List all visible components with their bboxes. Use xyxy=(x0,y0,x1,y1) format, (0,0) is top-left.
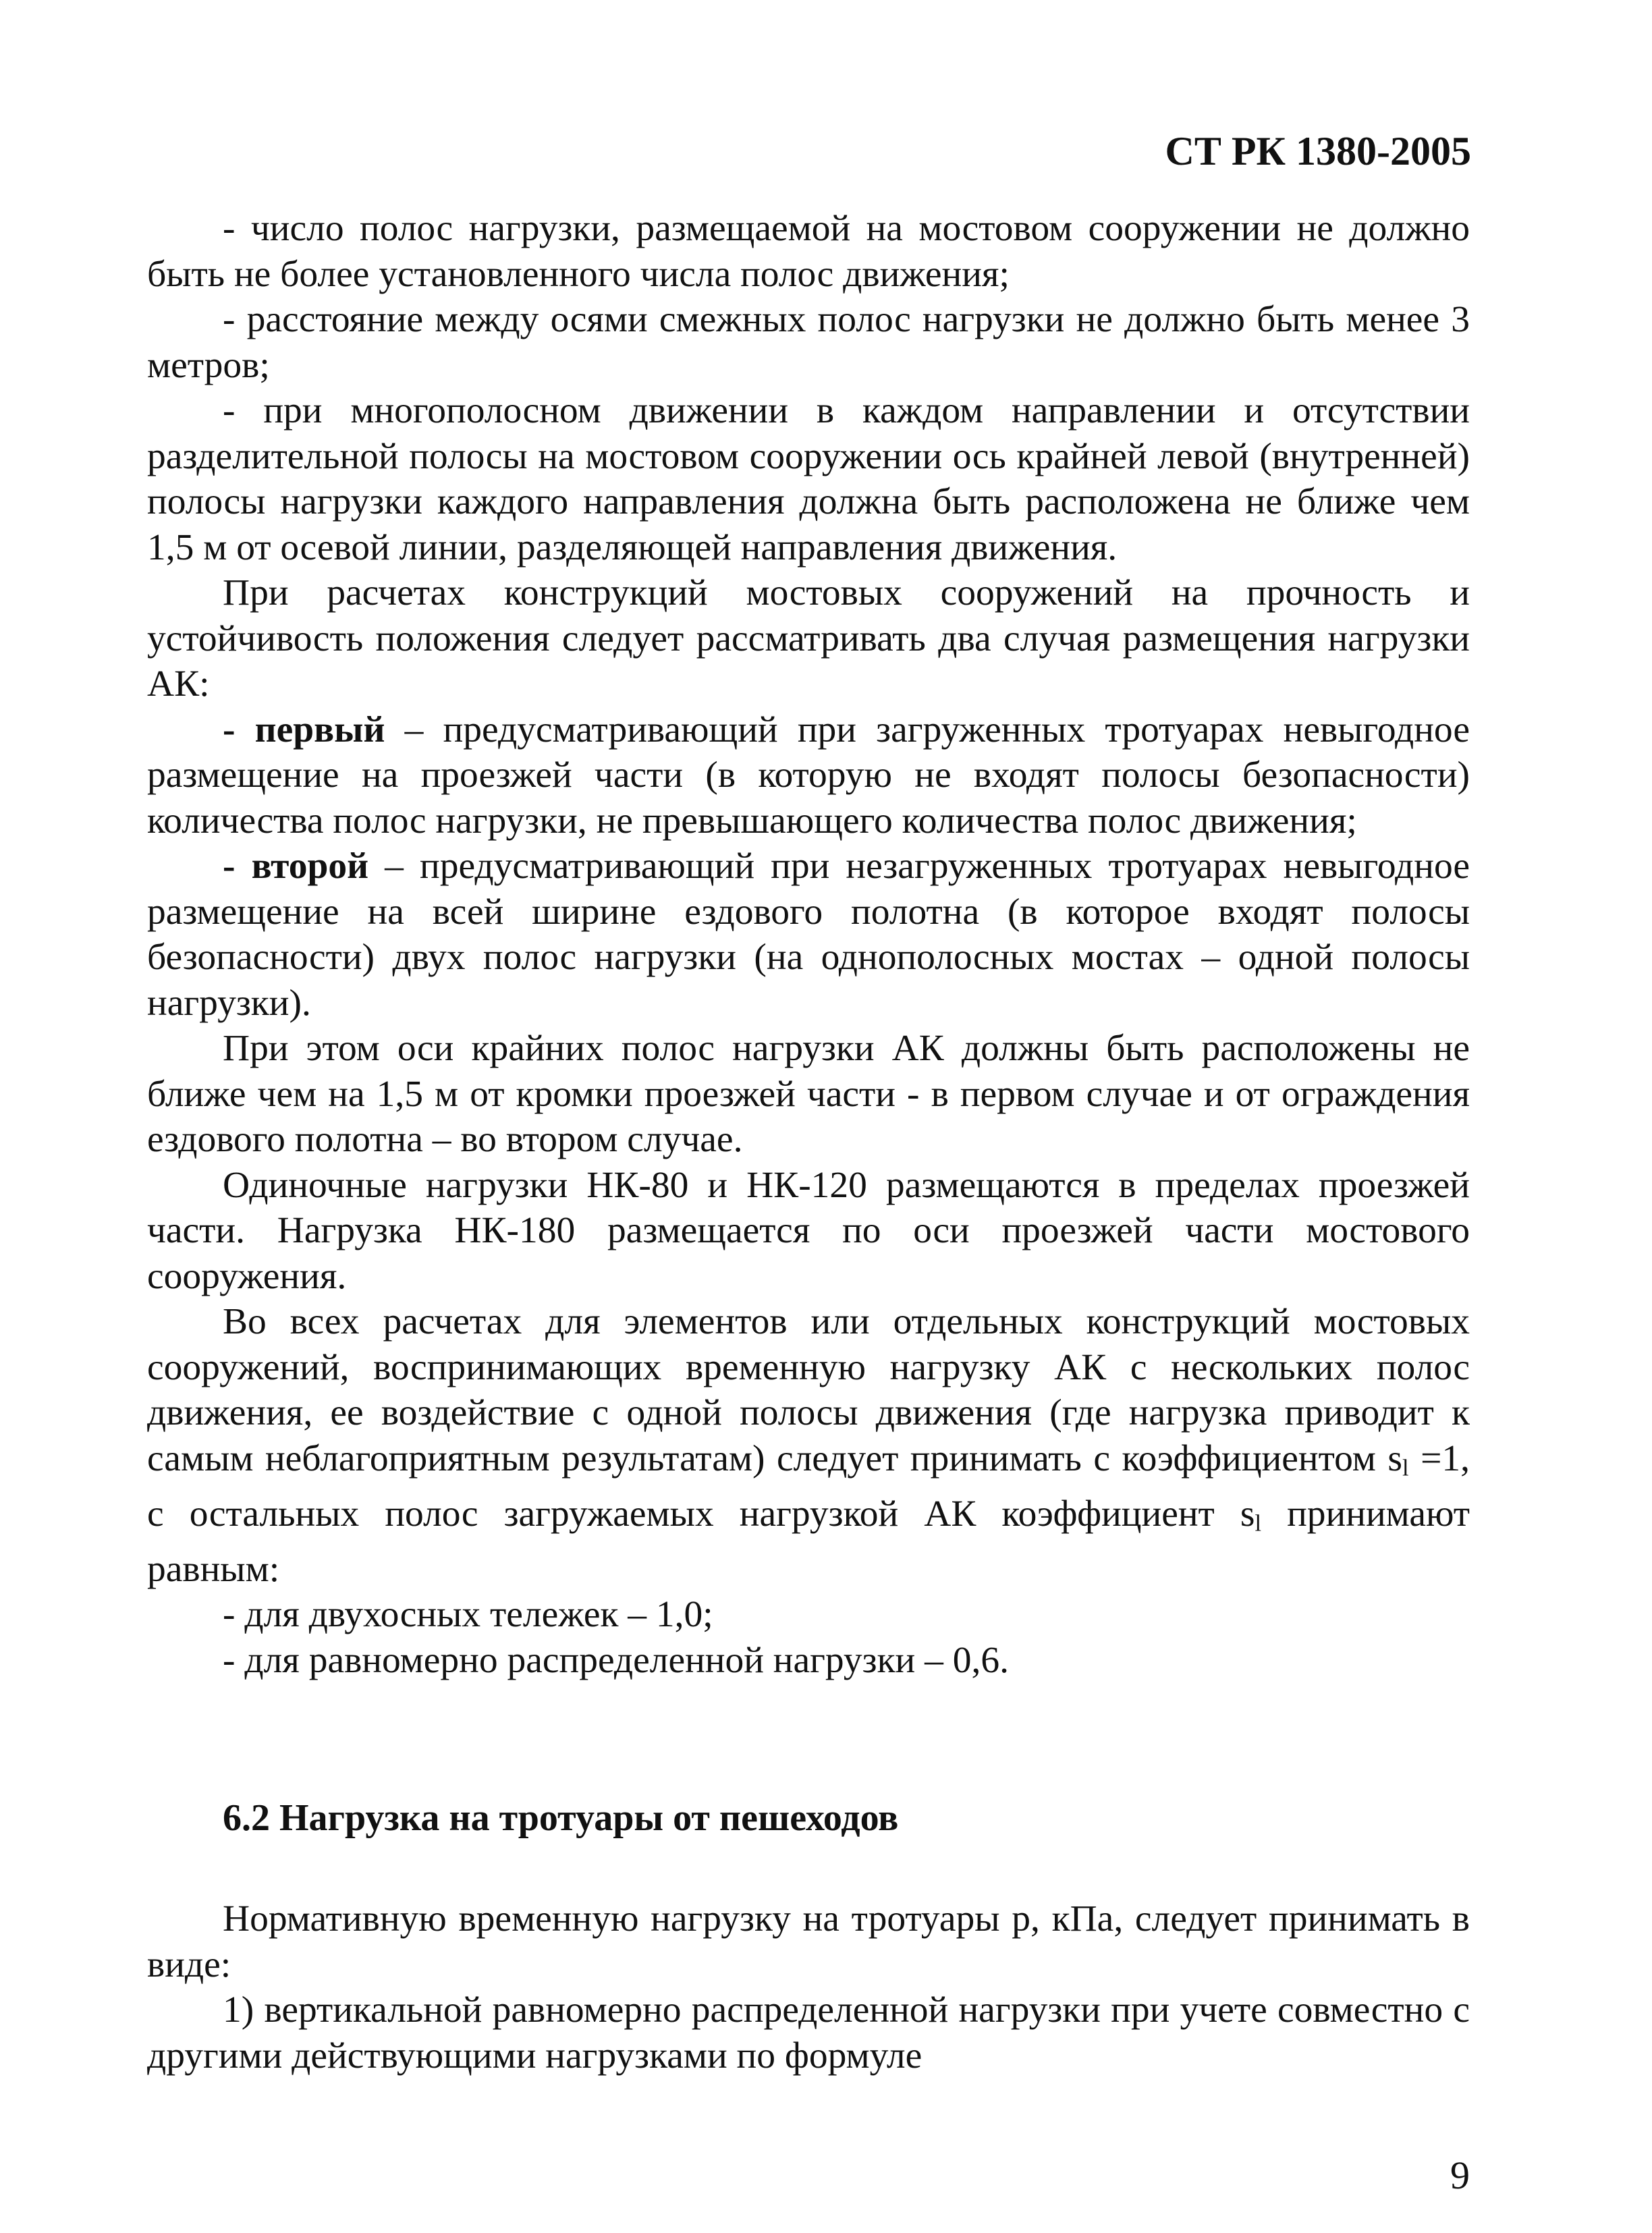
paragraph: При расчетах конструкций мостовых сооружений на прочность и устойчивость положения следует рассматривать два случая размещения нагрузки АК: xyxy=(147,572,1470,705)
paragraph: - число полос нагрузки, размещаемой на мостовом сооружении не должно быть не более установленного числа полос движения; xyxy=(147,208,1470,295)
case-label-first: - первый xyxy=(223,709,385,750)
paragraph xyxy=(147,707,1470,844)
paragraph: При этом оси крайних полос нагрузки АК должны быть расположены не ближе чем на 1,5 м от кромки проезжей части - в первом случае и от ограждения ездового полотна – во втором случае. xyxy=(147,1028,1470,1160)
paragraph: Нормативную временную нагрузку на тротуары p, кПа, следует принимать в виде: xyxy=(147,1898,1470,1985)
paragraph-text: – предусматривающий при загруженных тротуарах невыгодное размещение на проезжей части (в которую не входят полосы безопасности) количества полос нагрузки, не превышающего количества полос движения; xyxy=(147,709,1470,842)
paragraph: - при многополосном движении в каждом направлении и отсутствии разделительной полосы на мостовом сооружении ось крайней левой (внутренней) полосы нагрузки каждого направления должна быть расположена не ближе чем 1,5 м от осевой линии, разделяющей направления движения. xyxy=(147,390,1470,568)
paragraph xyxy=(147,1299,1470,1592)
paragraph xyxy=(147,844,1470,1026)
page-number: 9 xyxy=(1450,2153,1470,2197)
paragraph-text: принимают равным: xyxy=(147,1493,1470,1590)
paragraph-text: Во всех расчетах для элементов или отдельных конструкций мостовых сооружений, воспринимающих временную нагрузку АК с нескольких полос движения, ее воздействие с одной полосы движения (где нагрузка приводит к самым неблагоприятным результатам) следует принимать с коэффициентом s xyxy=(147,1301,1470,1479)
paragraph-text: =1, с остальных полос загружаемых нагрузкой АК коэффициент s xyxy=(147,1437,1470,1535)
paragraph-text: – предусматривающий при незагруженных тротуарах невыгодное размещение на всей ширине ездового полотна (в которое входят полосы безопасности) двух полос нагрузки (на однополосных мостах – одной полосы нагрузки). xyxy=(147,846,1470,1024)
section-body-text xyxy=(147,1896,1470,2078)
paragraph: - расстояние между осями смежных полос нагрузки не должно быть менее 3 метров; xyxy=(147,299,1470,386)
paragraph: Одиночные нагрузки НК-80 и НК-120 размещаются в пределах проезжей части. Нагрузка НК-180 размещается по оси проезжей части мостового сооружения. xyxy=(147,1164,1470,1297)
section-heading: 6.2 Нагрузка на тротуары от пешеходов xyxy=(223,1797,899,1839)
main-body-text xyxy=(147,206,1470,1683)
case-label-second: - второй xyxy=(223,846,369,887)
document-code: СТ РК 1380-2005 xyxy=(1165,129,1471,173)
paragraph: - для равномерно распределенной нагрузки – 0,6. xyxy=(223,1639,1010,1681)
subscript: l xyxy=(1255,1510,1262,1537)
paragraph: 1) вертикальной равномерно распределенной нагрузки при учете совместно с другими действующими нагрузками по формуле xyxy=(147,1989,1470,2076)
paragraph: - для двухосных тележек – 1,0; xyxy=(223,1594,713,1636)
subscript: l xyxy=(1402,1455,1409,1481)
